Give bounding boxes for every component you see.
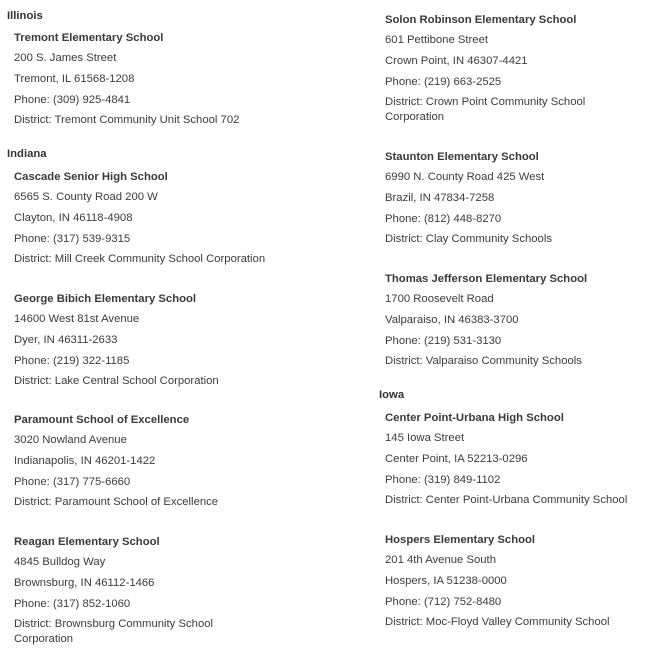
- school-address: 6990 N. County Road 425 West: [385, 171, 545, 183]
- school-name: Paramount School of Excellence: [14, 414, 190, 426]
- school-district: District: Tremont Community Unit School 702: [14, 114, 240, 126]
- school-address: 200 S. James Street: [14, 52, 117, 64]
- school-entry-hospers: [385, 533, 645, 630]
- school-phone: Phone: (309) 925-4841: [14, 94, 131, 106]
- school-address: 201 4th Avenue South: [385, 554, 496, 566]
- school-phone: Phone: (319) 849-1102: [385, 474, 501, 486]
- school-phone: Phone: (317) 539-9315: [14, 233, 131, 245]
- school-district: District: Valparaiso Community Schools: [385, 355, 582, 367]
- school-name: Tremont Elementary School: [14, 32, 164, 44]
- school-city: Brownsburg, IN 46112-1466: [14, 577, 155, 589]
- school-city: Center Point, IA 52213-0296: [385, 453, 528, 465]
- school-name: Cascade Senior High School: [14, 171, 168, 183]
- school-district: District: Mill Creek Community School Corporation: [14, 253, 266, 265]
- school-city: Clayton, IN 46118-4908: [14, 212, 133, 224]
- school-address: 3020 Nowland Avenue: [14, 434, 127, 446]
- school-phone: Phone: (812) 448-8270: [385, 213, 502, 225]
- school-phone: Phone: (317) 852-1060: [14, 598, 131, 610]
- school-phone: Phone: (219) 531-3130: [385, 335, 502, 347]
- school-phone: Phone: (712) 752-8480: [385, 596, 502, 608]
- school-address: 1700 Roosevelt Road: [385, 293, 494, 305]
- school-address: 4845 Bulldog Way: [14, 556, 106, 568]
- school-name: Reagan Elementary School: [14, 536, 160, 548]
- school-address: 601 Pettibone Street: [385, 34, 489, 46]
- school-address: 6565 S. County Road 200 W: [14, 191, 158, 203]
- school-district: District: Center Point-Urbana Community School: [385, 494, 628, 506]
- school-name: Thomas Jefferson Elementary School: [385, 273, 588, 285]
- school-district: District: Moc-Floyd Valley Community School: [385, 616, 610, 628]
- school-entry-bibich: [14, 292, 314, 389]
- school-district: District: Lake Central School Corporation: [14, 375, 219, 387]
- school-city: Dyer, IN 46311-2633: [14, 334, 118, 346]
- school-entry-staunton: [385, 150, 640, 247]
- school-name: Center Point-Urbana High School: [385, 412, 564, 424]
- state-heading-illinois: Illinois: [7, 10, 43, 22]
- school-address: 145 Iowa Street: [385, 432, 465, 444]
- school-entry-thomas-jefferson: [385, 272, 640, 369]
- school-phone: Phone: (219) 322-1185: [14, 355, 130, 367]
- school-city: Crown Point, IN 46307-4421: [385, 55, 528, 67]
- school-city: Valparaiso, IN 46383-3700: [385, 314, 519, 326]
- school-entry-cascade: [14, 170, 314, 267]
- school-city: Tremont, IL 61568-1208: [14, 73, 135, 85]
- school-entry-center-point-urbana: [385, 411, 645, 508]
- school-district: District: Paramount School of Excellence: [14, 496, 219, 508]
- school-phone: Phone: (317) 775-6660: [14, 476, 131, 488]
- school-city: Indianapolis, IN 46201-1422: [14, 455, 156, 467]
- school-phone: Phone: (219) 663-2525: [385, 76, 502, 88]
- school-name: Staunton Elementary School: [385, 151, 539, 163]
- state-heading-indiana: Indiana: [7, 148, 47, 160]
- school-district: District: Crown Point Community School Corporation: [385, 96, 586, 123]
- state-heading-iowa: Iowa: [379, 389, 405, 401]
- school-district: District: Brownsburg Community School Corporation: [14, 618, 214, 645]
- school-name: Solon Robinson Elementary School: [385, 14, 577, 26]
- school-address: 14600 West 81st Avenue: [14, 313, 140, 325]
- school-district: District: Clay Community Schools: [385, 233, 552, 245]
- school-entry-solon-robinson: [385, 13, 595, 125]
- school-city: Brazil, IN 47834-7258: [385, 192, 495, 204]
- school-name: Hospers Elementary School: [385, 534, 536, 546]
- school-city: Hospers, IA 51238-0000: [385, 575, 507, 587]
- school-entry-paramount: [14, 413, 314, 510]
- school-entry-tremont: [14, 31, 314, 128]
- school-entry-reagan: [14, 535, 229, 647]
- school-name: George Bibich Elementary School: [14, 293, 197, 305]
